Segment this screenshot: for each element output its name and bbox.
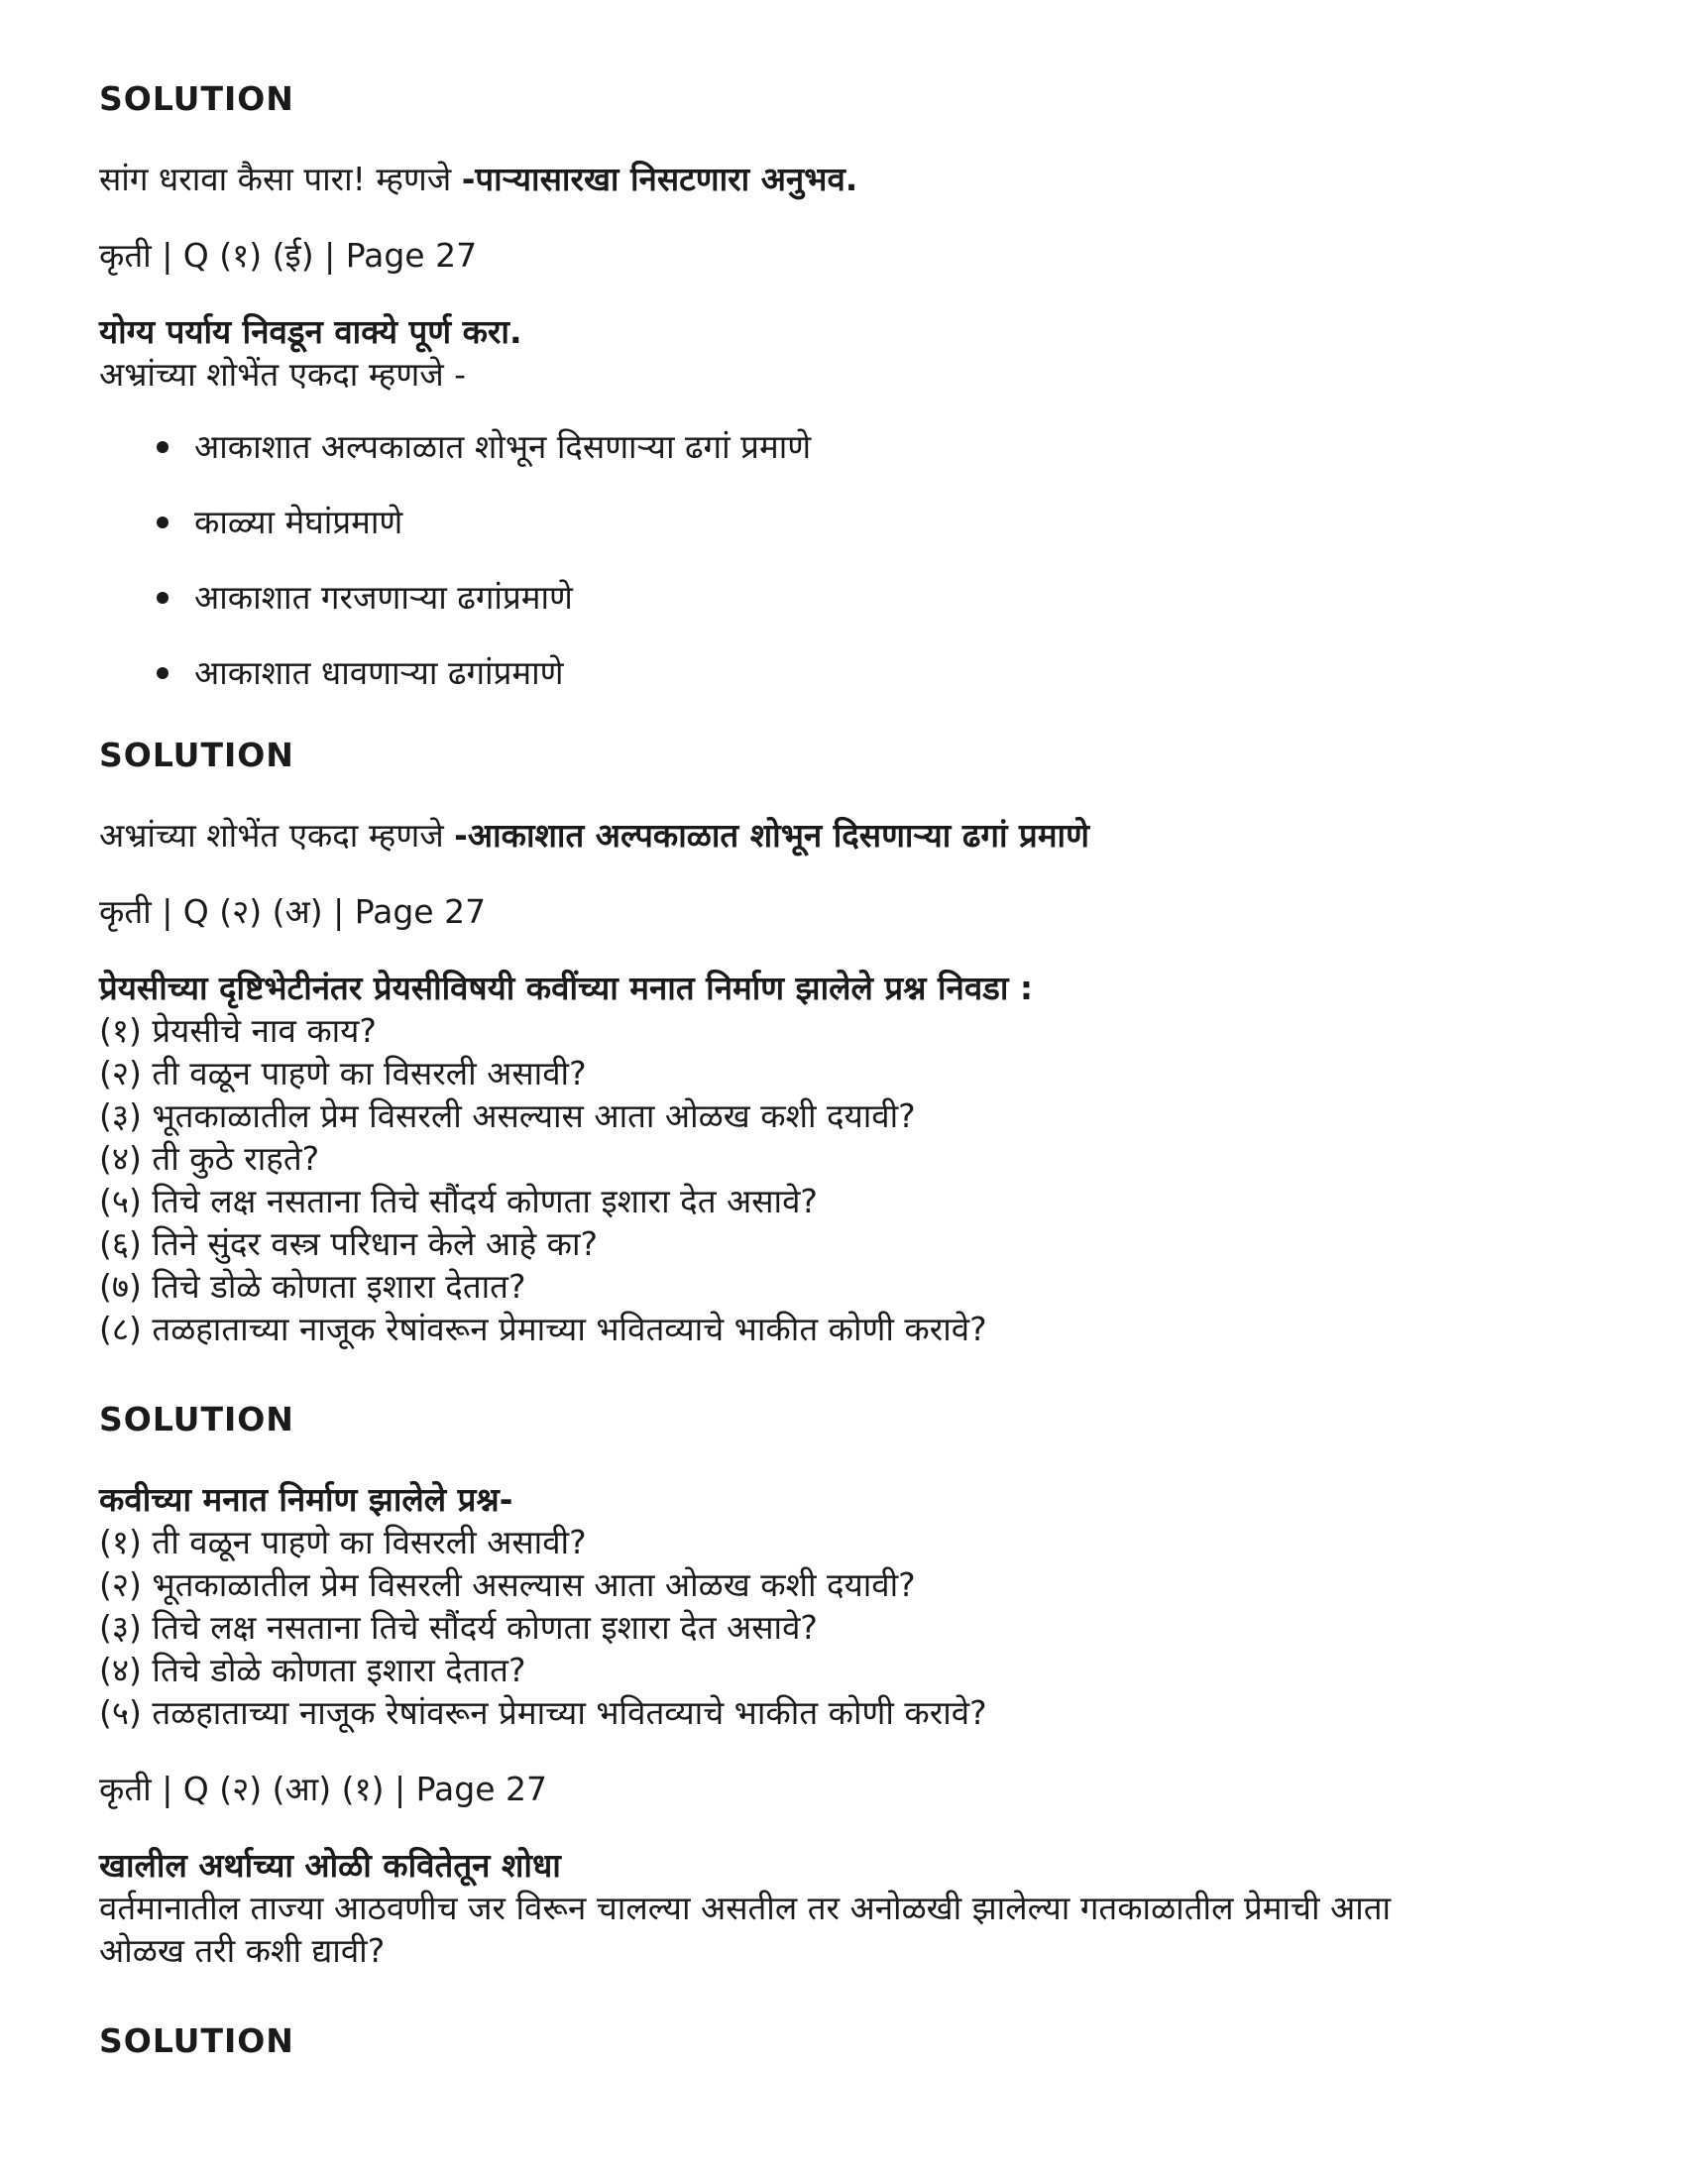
- question-line: (४) ती कुठे राहते?: [99, 1139, 320, 1178]
- answer-line: (२) भूतकाळातील प्रेम विसरली असल्यास आता ओळख कशी दयावी?: [99, 1565, 916, 1604]
- bullet-icon: [157, 592, 169, 604]
- answer-line: (३) तिचे लक्ष नसताना तिचे सौंदर्य कोणता इशारा देत असावे?: [99, 1608, 818, 1647]
- question-line: (७) तिचे डोळे कोणता इशारा देतात?: [99, 1267, 526, 1306]
- bullet-icon: [157, 667, 169, 679]
- solution-heading: SOLUTION: [99, 1400, 294, 1438]
- question-meta: कृती | Q (२) (आ) (१) | Page 27: [99, 1770, 548, 1808]
- answer-line: (५) तळहाताच्या नाजूक रेषांवरून प्रेमाच्या भवितव्याचे भाकीत कोणी करावे?: [99, 1693, 987, 1732]
- option-text: आकाशात धावणाऱ्या ढगांप्रमाणे: [194, 653, 564, 692]
- question-prompt: अभ्रांच्या शोभेंत एकदा म्हणजे -: [99, 355, 467, 394]
- option-text: आकाशात अल्पकाळात शोभून दिसणाऱ्या ढगां प्रमाणे: [194, 427, 812, 466]
- answer-highlight: -पाऱ्यासारखा निसटणारा अनुभव.: [461, 160, 858, 198]
- question-line: (२) ती वळून पाहणे का विसरली असावी?: [99, 1054, 587, 1092]
- question-title: योग्य पर्याय निवडून वाक्ये पूर्ण करा.: [99, 312, 522, 351]
- question-title: खालील अर्थाच्या ओळी कवितेतून शोधा: [99, 1846, 561, 1885]
- solution-heading: SOLUTION: [99, 2021, 294, 2060]
- list-item: [157, 425, 1606, 468]
- question-block: [99, 310, 1606, 396]
- answer-line: (४) तिचे डोळे कोणता इशारा देतात?: [99, 1651, 526, 1689]
- answer-highlight: -आकाशात अल्पकाळात शोभून दिसणाऱ्या ढगां प्रमाणे: [454, 816, 1089, 855]
- solution-answer: [99, 158, 1606, 200]
- question-block: [99, 1844, 1606, 1972]
- answer-text: सांग धरावा कैसा पारा! म्हणजे: [99, 160, 462, 198]
- solution-answer: [99, 814, 1606, 857]
- answer-line: (१) ती वळून पाहणे का विसरली असावी?: [99, 1523, 587, 1561]
- answer-text: अभ्रांच्या शोभेंत एकदा म्हणजे: [99, 816, 455, 855]
- solution-answer: [99, 1478, 1606, 1734]
- list-item: [157, 501, 1606, 543]
- solution-heading: SOLUTION: [99, 736, 294, 774]
- document-page: [99, 77, 1606, 2100]
- option-text: काळ्या मेघांप्रमाणे: [194, 503, 403, 541]
- list-item: [157, 651, 1606, 694]
- bullet-icon: [157, 517, 169, 528]
- question-line: (६) तिने सुंदर वस्त्र परिधान केले आहे का?: [99, 1224, 599, 1263]
- list-item: [157, 576, 1606, 619]
- question-line: (१) प्रेयसीचे नाव काय?: [99, 1011, 377, 1050]
- question-body: वर्तमानातील ताज्या आठवणीच जर विरून चालल्या असतील तर अनोळखी झालेल्या गतकाळातील प्रेमाची आता: [99, 1889, 1392, 1927]
- answer-title: कवीच्या मनात निर्माण झालेले प्रश्न-: [99, 1480, 513, 1519]
- question-line: (३) भूतकाळातील प्रेम विसरली असल्यास आता ओळख कशी दयावी?: [99, 1096, 916, 1135]
- bullet-icon: [157, 441, 169, 453]
- question-meta: कृती | Q (१) (ई) | Page 27: [99, 236, 478, 275]
- question-body: ओळख तरी कशी द्यावी?: [99, 1931, 386, 1970]
- option-text: आकाशात गरजणाऱ्या ढगांप्रमाणे: [194, 578, 573, 617]
- question-title: प्रेयसीच्या दृष्टिभेटीनंतर प्रेयसीविषयी कवींच्या मनात निर्माण झालेले प्रश्न निवडा :: [99, 969, 1034, 1007]
- question-line: (८) तळहाताच्या नाजूक रेषांवरून प्रेमाच्या भवितव्याचे भाकीत कोणी करावे?: [99, 1310, 987, 1348]
- options-list: [99, 425, 1606, 694]
- question-meta: कृती | Q (२) (अ) | Page 27: [99, 892, 487, 931]
- solution-heading: SOLUTION: [99, 79, 294, 118]
- question-block: [99, 967, 1606, 1350]
- question-line: (५) तिचे लक्ष नसताना तिचे सौंदर्य कोणता इशारा देत असावे?: [99, 1182, 818, 1220]
